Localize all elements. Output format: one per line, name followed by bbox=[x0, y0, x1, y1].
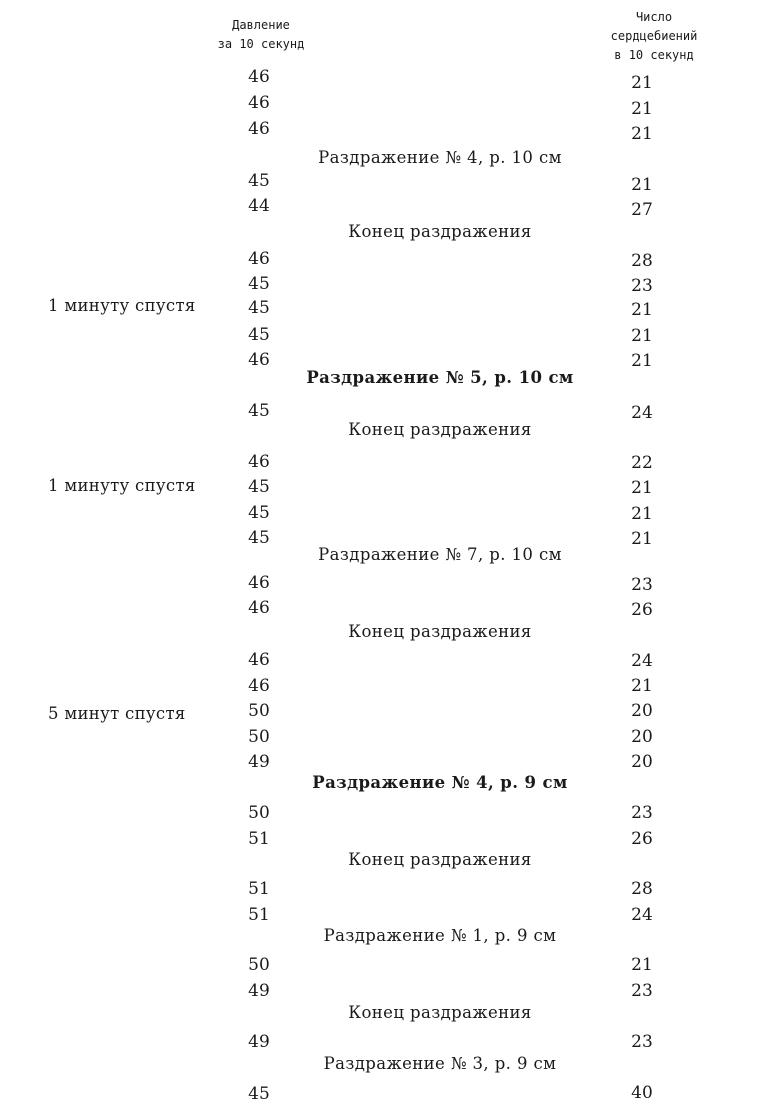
heart-rate-value: 26 bbox=[631, 829, 653, 849]
heart-rate-value: 23 bbox=[631, 575, 653, 595]
heart-rate-value: 20 bbox=[631, 701, 653, 721]
pressure-value: 51 bbox=[248, 905, 270, 925]
heart-rate-value: 26 bbox=[631, 600, 653, 620]
pressure-value: 45 bbox=[248, 325, 270, 345]
stimulation-end-label: Конец раздражения bbox=[348, 622, 532, 641]
heart-rate-value: 23 bbox=[631, 981, 653, 1001]
heart-header-line: Число bbox=[635, 10, 673, 24]
pressure-value: 45 bbox=[248, 1084, 270, 1104]
heart-rate-value: 21 bbox=[631, 676, 653, 696]
stimulation-start-label: Раздражение № 7, р. 10 см bbox=[318, 545, 562, 564]
heart-rate-value: 21 bbox=[631, 351, 653, 371]
pressure-value: 50 bbox=[248, 803, 270, 823]
heart-rate-column-header bbox=[590, 8, 718, 65]
heart-rate-value: 20 bbox=[631, 727, 653, 747]
pressure-value: 45 bbox=[248, 401, 270, 421]
stimulation-start-label: Раздражение № 4, р. 9 см bbox=[312, 773, 568, 792]
pressure-value: 51 bbox=[248, 879, 270, 899]
pressure-value: 50 bbox=[248, 701, 270, 721]
stimulation-end-label: Конец раздражения bbox=[348, 420, 532, 439]
time-note: 5 минут спустя bbox=[48, 704, 186, 723]
pressure-value: 45 bbox=[248, 298, 270, 318]
heart-rate-value: 21 bbox=[631, 478, 653, 498]
stimulation-end-label: Конец раздражения bbox=[348, 222, 532, 241]
stimulation-end-label: Конец раздражения bbox=[348, 1003, 532, 1022]
pressure-header-line: за 10 секунд bbox=[217, 37, 305, 51]
pressure-value: 46 bbox=[248, 650, 270, 670]
heart-rate-value: 23 bbox=[631, 276, 653, 296]
stimulation-end-label: Конец раздражения bbox=[348, 850, 532, 869]
heart-rate-value: 22 bbox=[631, 453, 653, 473]
pressure-value: 50 bbox=[248, 727, 270, 747]
pressure-value: 46 bbox=[248, 452, 270, 472]
pressure-column-header bbox=[205, 16, 317, 54]
pressure-value: 45 bbox=[248, 528, 270, 548]
heart-rate-value: 24 bbox=[631, 651, 653, 671]
heart-rate-value: 27 bbox=[631, 200, 653, 220]
pressure-value: 46 bbox=[248, 93, 270, 113]
pressure-value: 46 bbox=[248, 676, 270, 696]
heart-rate-value: 21 bbox=[631, 326, 653, 346]
heart-rate-value: 21 bbox=[631, 955, 653, 975]
pressure-value: 51 bbox=[248, 829, 270, 849]
heart-rate-value: 23 bbox=[631, 803, 653, 823]
heart-rate-value: 21 bbox=[631, 300, 653, 320]
heart-rate-value: 21 bbox=[631, 175, 653, 195]
pressure-value: 45 bbox=[248, 503, 270, 523]
stimulation-start-label: Раздражение № 3, р. 9 см bbox=[323, 1054, 557, 1073]
pressure-value: 49 bbox=[248, 981, 270, 1001]
heart-rate-value: 23 bbox=[631, 1032, 653, 1052]
heart-rate-value: 28 bbox=[631, 251, 653, 271]
pressure-value: 46 bbox=[248, 573, 270, 593]
heart-rate-value: 20 bbox=[631, 752, 653, 772]
stimulation-start-label: Раздражение № 5, р. 10 см bbox=[306, 368, 574, 387]
pressure-value: 46 bbox=[248, 598, 270, 618]
heart-rate-value: 24 bbox=[631, 905, 653, 925]
heart-rate-value: 24 bbox=[631, 403, 653, 423]
pressure-value: 46 bbox=[248, 249, 270, 269]
heart-rate-value: 40 bbox=[631, 1083, 653, 1103]
heart-rate-value: 28 bbox=[631, 879, 653, 899]
pressure-value: 46 bbox=[248, 119, 270, 139]
pressure-value: 46 bbox=[248, 67, 270, 87]
pressure-value: 49 bbox=[248, 752, 270, 772]
time-note: 1 минуту спустя bbox=[48, 476, 196, 495]
heart-header-line: в 10 секунд bbox=[614, 48, 694, 62]
pressure-header-line: Давление bbox=[232, 18, 290, 32]
pressure-value: 45 bbox=[248, 171, 270, 191]
heart-rate-value: 21 bbox=[631, 99, 653, 119]
stimulation-start-label: Раздражение № 1, р. 9 см bbox=[323, 926, 557, 945]
heart-rate-value: 21 bbox=[631, 529, 653, 549]
heart-rate-value: 21 bbox=[631, 504, 653, 524]
heart-rate-value: 21 bbox=[631, 73, 653, 93]
pressure-value: 49 bbox=[248, 1032, 270, 1052]
pressure-value: 46 bbox=[248, 350, 270, 370]
pressure-value: 45 bbox=[248, 274, 270, 294]
heart-rate-value: 21 bbox=[631, 124, 653, 144]
time-note: 1 минуту спустя bbox=[48, 296, 196, 315]
pressure-value: 50 bbox=[248, 955, 270, 975]
pressure-value: 44 bbox=[248, 196, 270, 216]
heart-header-line: сердцебиений bbox=[610, 29, 698, 43]
pressure-value: 45 bbox=[248, 477, 270, 497]
stimulation-start-label: Раздражение № 4, р. 10 см bbox=[318, 148, 562, 167]
